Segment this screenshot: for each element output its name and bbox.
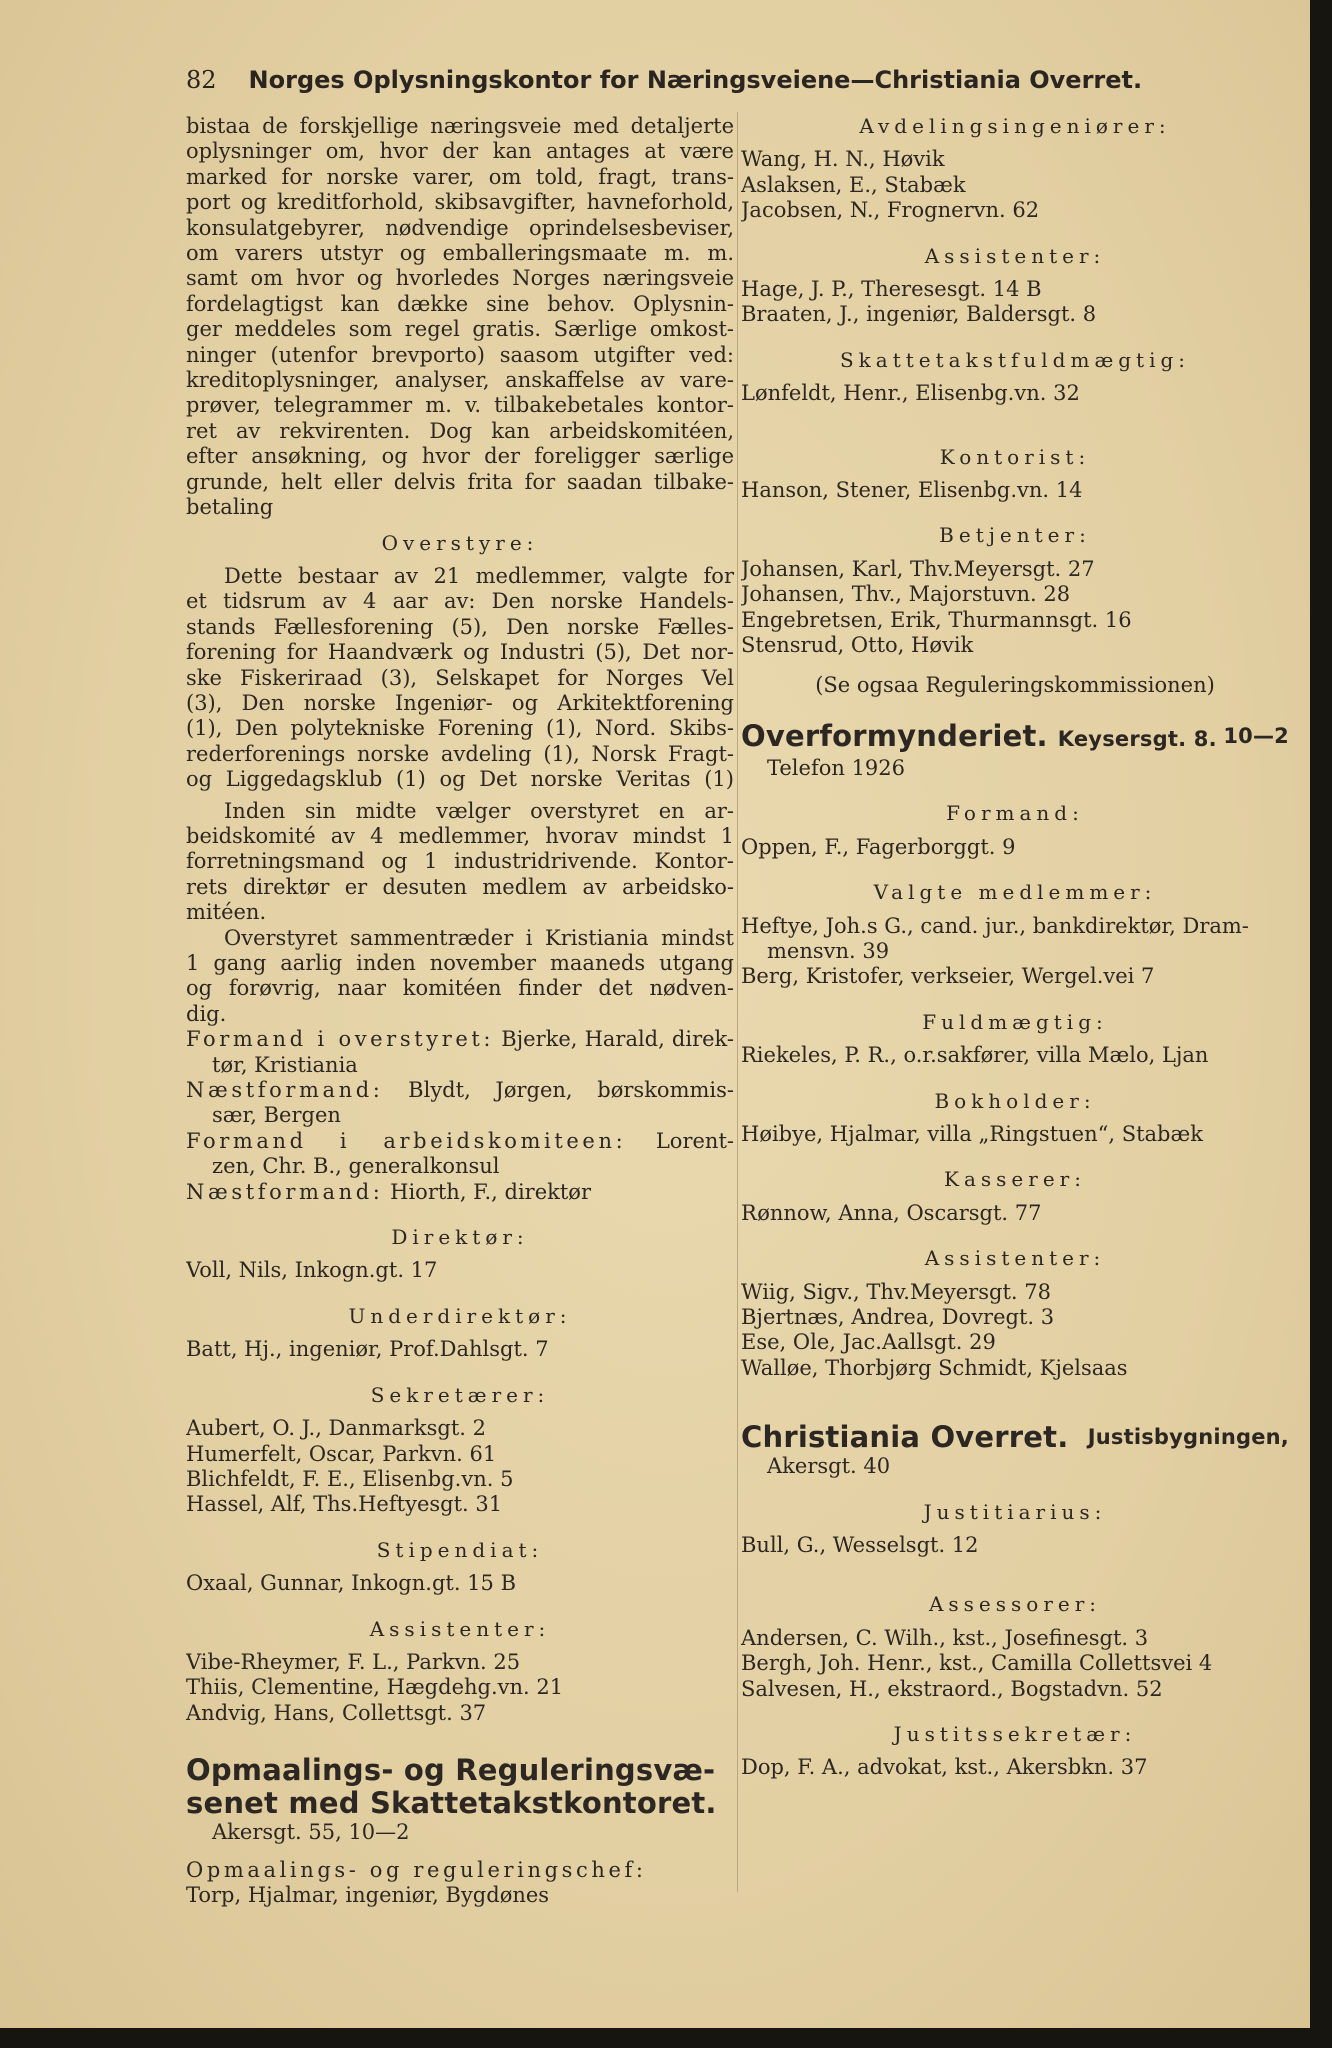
- officer-name: Blydt, Jørgen, børskommis-: [408, 1078, 734, 1103]
- text-line: port og kreditforhold, skibsavgifter, havneforhold,: [186, 190, 734, 215]
- text-line: prøver, telegrammer m. v. tilbakebetales kontor-: [186, 393, 734, 418]
- text-line: rederforenings norske avdeling (1), Norsk Fragt-: [186, 741, 734, 766]
- overformynderiet-heading: [741, 720, 1289, 756]
- directory-entry: Batt, Hj., ingeniør, Prof.Dahlsgt. 7: [186, 1337, 549, 1362]
- directory-entry: Walløe, Thorbjørg Schmidt, Kjelsaas: [741, 1355, 1128, 1380]
- section-heading-bokholder: Bokholder:: [934, 1088, 1096, 1113]
- officer-name: Lorent-: [655, 1128, 734, 1153]
- officer-continuation: tør, Kristiania: [212, 1052, 358, 1077]
- directory-entry: Andersen, C. Wilh., kst., Josefinesgt. 3: [741, 1625, 1149, 1650]
- section-heading-valgte: Valgte medlemmer:: [873, 880, 1157, 905]
- section-heading-assessorer: Assessorer:: [928, 1592, 1102, 1617]
- directory-entry: Oxaal, Gunnar, Inkogn.gt. 15 B: [186, 1571, 517, 1596]
- entry-list: [741, 147, 1289, 223]
- officer-continuation: zen, Chr. B., generalkonsul: [212, 1154, 500, 1179]
- entry-list: [186, 1650, 734, 1726]
- directory-entry: Torp, Hjalmar, ingeniør, Bygdønes: [186, 1882, 550, 1907]
- officer-line: [186, 1129, 734, 1154]
- page-header: [186, 66, 1186, 94]
- left-column: [186, 114, 734, 1908]
- directory-entry: Braaten, J., ingeniør, Baldersgt. 8: [741, 302, 1097, 327]
- directory-entry: Vibe-Rheymer, F. L., Parkvn. 25: [186, 1649, 521, 1674]
- directory-entry: Hage, J. P., Theresesgt. 14 B: [741, 277, 1042, 302]
- officer-line: [186, 1027, 734, 1052]
- text-line: et tidsrum av 4 aar av: Den norske Handels-: [186, 589, 734, 614]
- text-line: beidskomité av 4 medlemmer, hvorav mindst 1: [186, 823, 734, 848]
- text-line: fordelagtigst kan dække sine behov. Oplysnin-: [186, 291, 734, 316]
- officer-line: [186, 1078, 734, 1103]
- officer-list: [186, 1027, 734, 1205]
- section-heading-opmaalingschef: Opmaalings- og reguleringschef:: [186, 1857, 647, 1882]
- officer-title: Formand i arbeidskomiteen:: [186, 1128, 627, 1153]
- directory-entry: Bjertnæs, Andrea, Dovregt. 3: [741, 1305, 1055, 1329]
- text-line: betaling: [186, 495, 274, 520]
- section-heading-stipendiat: Stipendiat:: [376, 1537, 544, 1562]
- entry-list: [741, 277, 1289, 328]
- section-heading-assistenter-2: Assistenter:: [924, 1246, 1106, 1271]
- text-line: mitéen.: [186, 900, 267, 925]
- directory-entry: Heftye, Joh.s G., cand. jur., bankdirektør, Dram-: [741, 913, 1249, 938]
- section-heading-underdirektor: Underdirektør:: [348, 1303, 572, 1328]
- directory-entry: Blichfeldt, F. E., Elisenbg.vn. 5: [186, 1466, 514, 1491]
- text-line: oplysninger om, hvor der kan antages at være: [186, 139, 734, 164]
- section-heading-assistenter: Assistenter:: [369, 1616, 551, 1641]
- text-line: forening for Haandværk og Industri (5), Det nor-: [186, 640, 734, 665]
- section-heading-assistenter-1: Assistenter:: [924, 243, 1106, 268]
- directory-entry: Riekeles, P. R., o.r.sakfører, villa Mælo, Ljan: [741, 1043, 1209, 1068]
- directory-entry: Hanson, Stener, Elisenbg.vn. 14: [741, 478, 1083, 503]
- text-line: efter ansøkning, og hvor der foreligger særlige: [186, 444, 734, 469]
- entry-continuation: mensvn. 39: [767, 938, 890, 963]
- entry-list: [186, 1883, 734, 1908]
- entry-list: [741, 557, 1289, 659]
- text-line: (3), Den norske Ingeniør- og Arkitektforening: [186, 690, 734, 715]
- opmaaling-title: [186, 1754, 734, 1820]
- officer-title: Næstformand:: [186, 1078, 384, 1103]
- directory-entry: Engebretsen, Erik, Thurmannsgt. 16: [741, 607, 1132, 632]
- text-line: rets direktør er desuten medlem av arbeidsko-: [186, 874, 734, 899]
- text-line: forretningsmand og 1 industridrivende. Kontor-: [186, 849, 734, 874]
- opmaaling-title-line-2: senet med Skattetakstkontoret.: [186, 1786, 717, 1821]
- directory-entry: Oppen, F., Fagerborggt. 9: [741, 834, 1016, 859]
- see-also-note: (Se ogsaa Reguleringskommissionen): [815, 672, 1215, 697]
- entry-list: [741, 835, 1289, 860]
- directory-entry: Wiig, Sigv., Thv.Meyersgt. 78: [741, 1279, 1051, 1304]
- overformynderiet-hours: 10—2: [1223, 723, 1289, 748]
- text-line: stands Fællesforening (5), Den norske Fælles-: [186, 614, 734, 639]
- page-number: 82: [186, 66, 217, 94]
- text-line: (1), Den polytekniske Forening (1), Nord. Skibs-: [186, 716, 734, 741]
- directory-entry: Dop, F. A., advokat, kst., Akersbkn. 37: [741, 1755, 1148, 1780]
- directory-entry: Thiis, Clementine, Hægdehg.vn. 21: [186, 1675, 564, 1700]
- overret-address-2: Akersgt. 40: [767, 1454, 891, 1479]
- text-line: ninger (utenfor brevporto) saasom utgifter ved:: [186, 342, 734, 367]
- officer-name: Hiorth, F., direktør: [390, 1179, 591, 1204]
- directory-entry: Wang, H. N., Høvik: [741, 147, 945, 172]
- directory-entry: Bergh, Joh. Henr., kst., Camilla Collettsvei 4: [741, 1651, 1213, 1676]
- entry-list: [741, 478, 1289, 503]
- entry-list: [741, 1280, 1289, 1382]
- section-heading-skattetakst: Skattetakstfuldmægtig:: [839, 347, 1191, 372]
- overformynderiet-address: Keysersgt. 8.: [1057, 726, 1217, 751]
- entry-list: [186, 1258, 734, 1283]
- overret-address-1: Justisbygningen,: [1087, 1425, 1289, 1450]
- entry-list: [741, 1122, 1289, 1147]
- overret-heading: [741, 1421, 1289, 1454]
- overstyre-paragraph: [186, 564, 734, 793]
- entry-list: [186, 1416, 734, 1518]
- directory-entry: Johansen, Thv., Majorstuvn. 28: [741, 582, 1071, 607]
- section-heading-formand: Formand:: [946, 801, 1084, 826]
- text-line: konsulatgebyrer, nødvendige oprindelsesbeviser,: [186, 215, 734, 240]
- section-heading-kasserer: Kasserer:: [944, 1167, 1086, 1192]
- directory-entry: Stensrud, Otto, Høvik: [741, 633, 974, 658]
- directory-entry: Hassel, Alf, Ths.Heftyesgt. 31: [186, 1492, 503, 1517]
- text-line: og Liggedagsklub (1) og Det norske Veritas (1): [186, 767, 734, 792]
- komite-paragraph: [186, 799, 734, 926]
- entry-list: [741, 1755, 1289, 1780]
- running-title: Norges Oplysningskontor for Næringsveiene—Christiania Overret.: [248, 66, 1143, 94]
- entry-list: [186, 1337, 734, 1362]
- directory-entry: Lønfeldt, Henr., Elisenbg.vn. 32: [741, 381, 1080, 406]
- officer-name: Bjerke, Harald, direk-: [501, 1027, 734, 1052]
- directory-entry: Bull, G., Wesselsgt. 12: [741, 1533, 979, 1558]
- section-heading-avdeling: Avdelingsingeniører:: [859, 114, 1171, 138]
- intro-paragraph: [186, 114, 734, 521]
- officer-continuation: sær, Bergen: [212, 1103, 341, 1128]
- directory-entry: Voll, Nils, Inkogn.gt. 17: [186, 1258, 438, 1283]
- sammentraeder-paragraph: [186, 926, 734, 1028]
- entry-list: [186, 1571, 734, 1596]
- entry-list: [741, 914, 1289, 990]
- text-line: Inden sin midte vælger overstyret en ar-: [224, 798, 734, 823]
- text-line: grunde, helt eller delvis frita for saadan tilbake-: [186, 469, 734, 494]
- text-line: ret av rekvirenten. Dog kan arbeidskomitéen,: [186, 418, 734, 443]
- text-line: ger meddeles som regel gratis. Særlige omkost-: [186, 317, 734, 342]
- entry-list: [741, 381, 1289, 406]
- entry-list: [741, 1043, 1289, 1068]
- right-column: [741, 114, 1289, 1781]
- text-line: kreditoplysninger, analyser, anskaffelse av vare-: [186, 368, 734, 393]
- text-line: bistaa de forskjellige næringsveie med detaljerte: [186, 114, 734, 138]
- opmaaling-address: Akersgt. 55, 10—2: [212, 1820, 410, 1845]
- column-divider: [737, 112, 738, 1892]
- text-line: marked for norske varer, om told, fragt, trans-: [186, 164, 734, 189]
- entry-list: [741, 1626, 1289, 1702]
- directory-entry: Humerfelt, Oscar, Parkvn. 61: [186, 1441, 497, 1466]
- directory-entry: Høibye, Hjalmar, villa „Ringstuen“, Stabæk: [741, 1121, 1203, 1146]
- directory-entry: Ese, Ole, Jac.Aallsgt. 29: [741, 1330, 996, 1355]
- text-line: Overstyret sammentræder i Kristiania mindst: [224, 925, 734, 950]
- directory-entry: Aslaksen, E., Stabæk: [741, 172, 966, 197]
- scan-edge-right: [1310, 0, 1332, 2048]
- section-heading-overstyre: Overstyre:: [381, 530, 539, 555]
- section-heading-betjenter: Betjenter:: [939, 523, 1091, 548]
- officer-line: [186, 1180, 734, 1205]
- entry-list: [741, 1533, 1289, 1558]
- section-heading-fuldmaegtig: Fuldmægtig:: [922, 1009, 1108, 1034]
- directory-entry: Berg, Kristofer, verkseier, Wergel.vei 7: [741, 964, 1155, 989]
- text-line: dig.: [186, 1001, 227, 1026]
- directory-entry: Rønnow, Anna, Oscarsgt. 77: [741, 1200, 1042, 1225]
- directory-entry: Aubert, O. J., Danmarksgt. 2: [186, 1416, 486, 1441]
- officer-title: Formand i overstyret:: [186, 1027, 495, 1052]
- section-heading-justitiarius: Justitiarius:: [923, 1499, 1107, 1524]
- opmaaling-title-line-1: Opmaalings- og Reguleringsvæ-: [186, 1753, 716, 1788]
- text-line: 1 gang aarlig inden november maaneds utgang: [186, 951, 734, 975]
- section-heading-sekretaerer: Sekretærer:: [370, 1382, 550, 1407]
- section-heading-direktor: Direktør:: [391, 1225, 529, 1250]
- directory-entry: Andvig, Hans, Collettsgt. 37: [186, 1700, 487, 1725]
- text-line: og forøvrig, naar komitéen finder det nødven-: [186, 976, 734, 1001]
- overret-title: Christiania Overret.: [741, 1420, 1069, 1455]
- section-heading-justitssekretaer: Justitssekretær:: [893, 1722, 1137, 1747]
- directory-entry: Jacobsen, N., Frognervn. 62: [741, 198, 1040, 223]
- overformynderiet-phone: Telefon 1926: [767, 755, 906, 780]
- text-line: om varers utstyr og emballeringsmaate m. m.: [186, 241, 734, 266]
- section-heading-kontorist: Kontorist:: [939, 444, 1091, 469]
- text-line: Dette bestaar av 21 medlemmer, valgte for: [224, 563, 734, 588]
- scan-edge-bottom: [0, 2028, 1332, 2048]
- overformynderiet-title: Overformynderiet.: [741, 718, 1048, 753]
- directory-entry: Johansen, Karl, Thv.Meyersgt. 27: [741, 556, 1095, 581]
- entry-list: [741, 1201, 1289, 1226]
- text-line: ske Fiskeriraad (3), Selskapet for Norges Vel: [186, 665, 734, 690]
- officer-title: Næstformand:: [186, 1179, 384, 1204]
- directory-entry: Salvesen, H., ekstraord., Bogstadvn. 52: [741, 1676, 1163, 1701]
- text-line: samt om hvor og hvorledes Norges næringsveie: [186, 266, 734, 291]
